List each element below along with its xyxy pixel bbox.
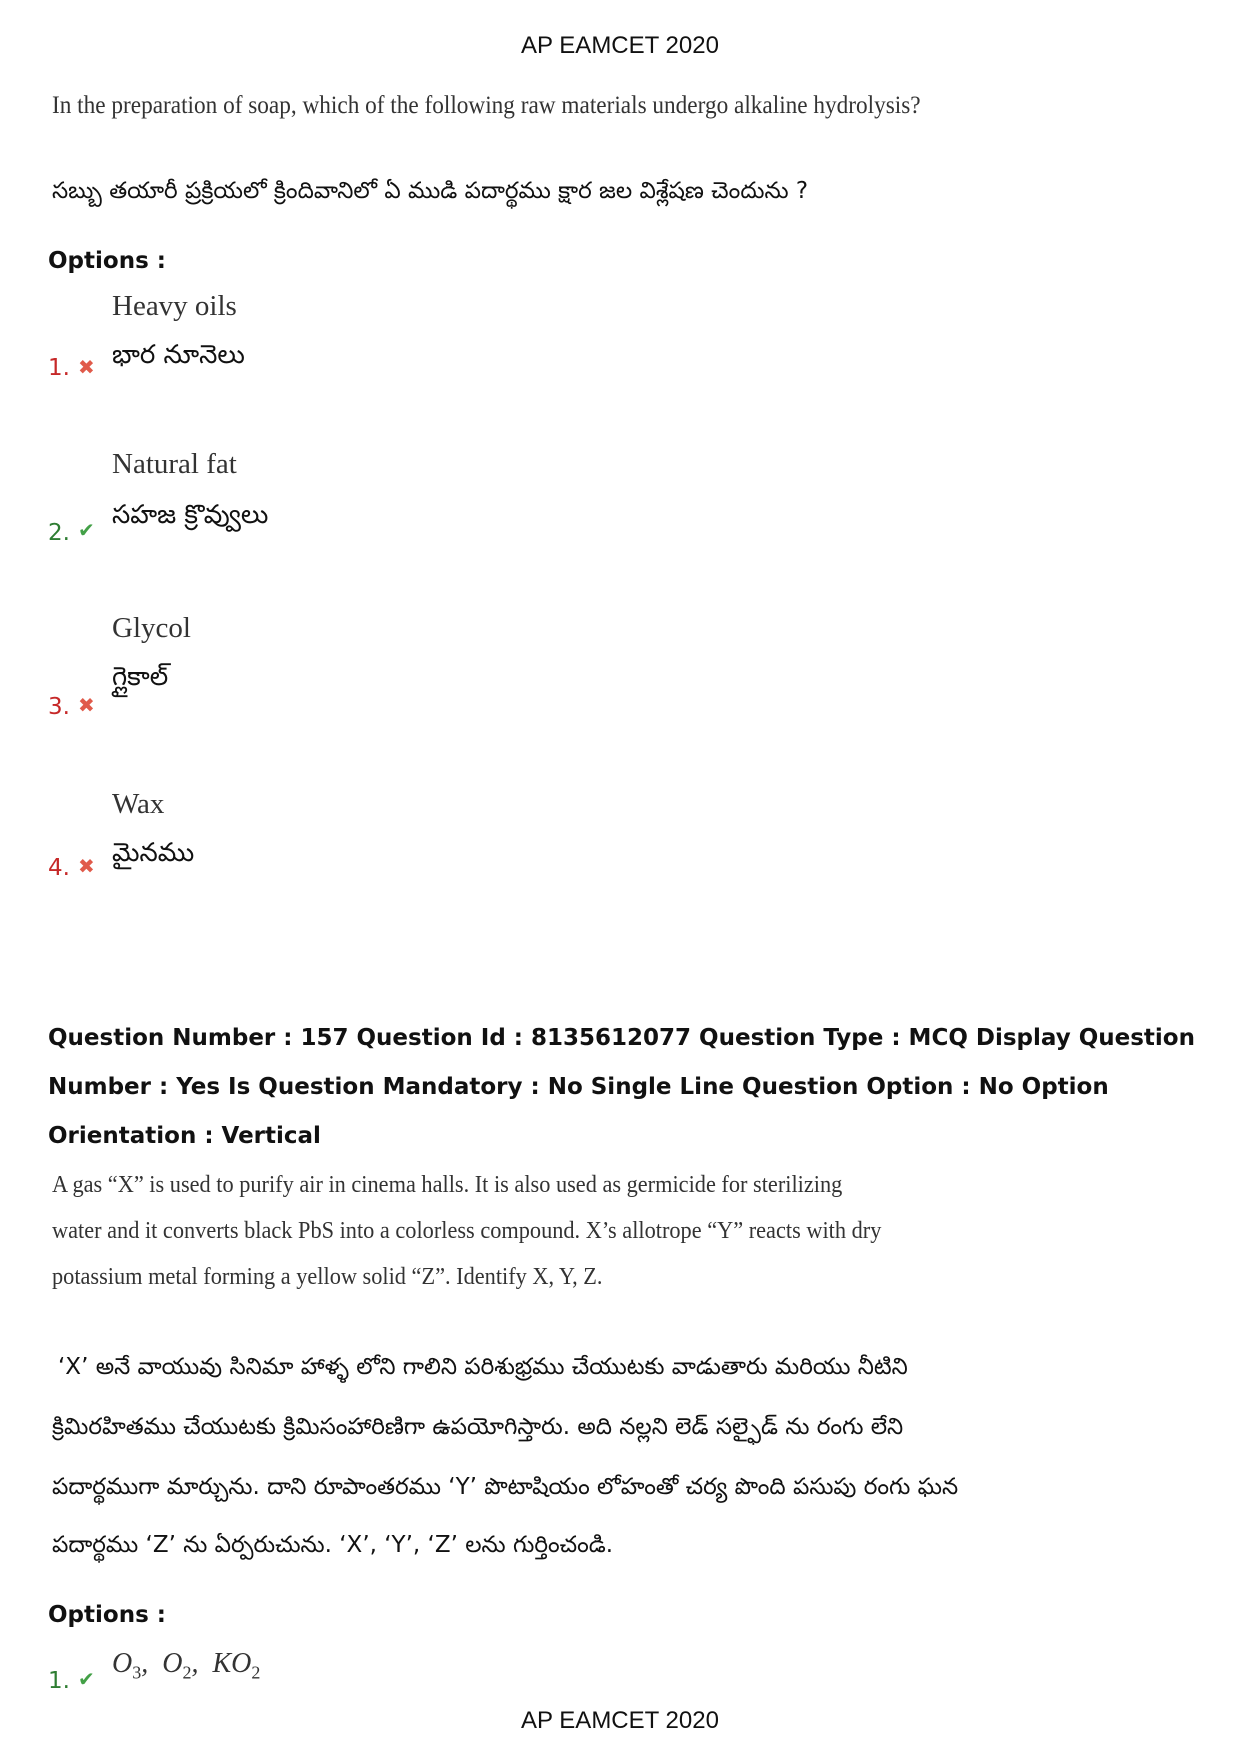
question-meta-line: Orientation : Vertical [48,1123,321,1149]
option-2-number: 2. [48,520,70,546]
option-4-text-te: మైనము [112,838,195,868]
question-text-te-line: ‘X’ అనే వాయువు సినిమా హాళ్ళ లోని గాలిని పరిశుభ్రము చేయుటకు వాడుతారు మరియు నీటిని [58,1354,908,1380]
question-text-en: In the preparation of soap, which of the following raw materials undergo alkaline hydrolysis? [52,92,921,119]
option-3-text-en: Glycol [112,612,191,644]
option-1-formula: $O_3$, $O_2$, $KO_2$ [112,1648,261,1683]
question-text-en-line: A gas “X” is used to purify air in cinema halls. It is also used as germicide for sterilizing [52,1172,843,1198]
options-label: Options : [48,248,166,274]
option-4-text-en: Wax [112,788,165,820]
option-4-number: 4. [48,855,70,881]
question-text-te-line: పదార్థముగా మార్చును. దాని రూపాంతరము ‘Y’ పొటాషియం లోహంతో చర్య పొంది పసుపు రంగు ఘన [52,1474,959,1500]
option-3-text-te: గ్లైకాల్ [112,662,169,692]
cross-icon: ✖ [78,693,95,717]
question-text-te-line: క్రిమిరహితము చేయుటకు క్రిమిసంహారిణిగా ఉపయోగిస్తారు. అది నల్లని లెడ్ సల్ఫైడ్ ను రంగు లేని [52,1414,904,1440]
question-text-en-line: potassium metal forming a yellow solid “Z”. Identify X, Y, Z. [52,1264,603,1290]
page-header: AP EAMCET 2020 [521,32,719,59]
formula-x: $O_3$ [112,1648,142,1683]
page-footer: AP EAMCET 2020 [521,1707,719,1734]
question-text-en-line: water and it converts black PbS into a colorless compound. X’s allotrope “Y” reacts with dry [52,1218,882,1244]
option-1-number: 1. [48,355,70,381]
cross-icon: ✖ [78,355,95,379]
formula-z: $KO_2$ [212,1648,261,1683]
question-meta-line: Question Number : 157 Question Id : 8135612077 Question Type : MCQ Display Question [48,1025,1195,1051]
option-3-number: 3. [48,694,70,720]
option-2-text-en: Natural fat [112,448,237,480]
question-meta-line: Number : Yes Is Question Mandatory : No Single Line Question Option : No Option [48,1074,1109,1100]
cross-icon: ✖ [78,854,95,878]
option-1-number: 1. [48,1668,70,1694]
question-text-te: సబ్బు తయారీ ప్రక్రియలో క్రిందివానిలో ఏ ముడి పదార్థము క్షార జల విశ్లేషణ చెందును ? [52,178,809,204]
checkmark-icon: ✔ [78,1667,95,1691]
question-meta [48,1014,1198,1161]
formula-y: $O_2$ [162,1648,192,1683]
question-text-te-line: పదార్థము ‘Z’ ను ఏర్పరుచును. ‘X’, ‘Y’, ‘Z’ లను గుర్తించండి. [52,1532,614,1558]
option-2-text-te: సహజ క్రొవ్వులు [112,500,269,530]
options-label: Options : [48,1602,166,1628]
option-1-text-te: భార నూనెలు [112,340,245,370]
option-1-text-en: Heavy oils [112,290,237,322]
checkmark-icon: ✔ [78,518,95,542]
